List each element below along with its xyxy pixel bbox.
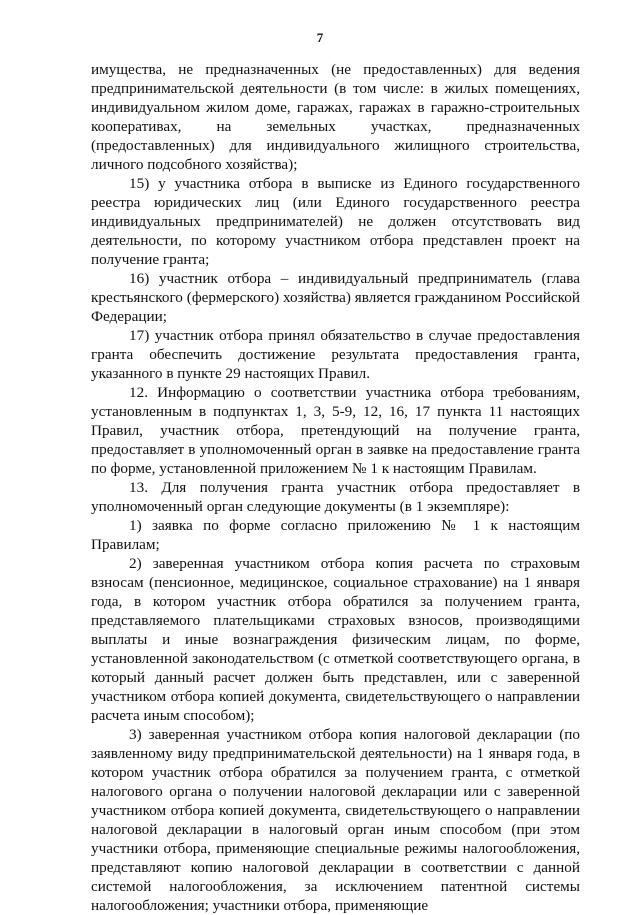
- paragraph-item-15: 15) у участника отбора в выписке из Единого государственного реестра юридических лиц (или Единого государственного реестра индивидуальных предпринимателей) не должен отсутствовать вид деятельности, по которому участником отбора представлен проект на получение гранта;: [91, 175, 580, 268]
- paragraph-doc-3: 3) заверенная участником отбора копия налоговой декларации (по заявленному виду предпринимательской деятельности) на 1 января года, в котором участник отбора обратился за получением гранта, с отметкой налогового органа о получении налоговой декларации или с заверенной участником отбора копией документа, свидетельствующего о направлении налоговой декларации в налоговый орган иным способом (при этом участники отбора, применяющие специальные режимы налогообложения, представляют копию налоговой декларации в соответствии с данной системой налогообложения, за исключением патентной системы налогообложения; участники отбора, применяющие: [91, 726, 580, 914]
- paragraph-item-17: 17) участник отбора принял обязательство в случае предоставления гранта обеспечить достижение результата предоставления гранта, указанного в пункте 29 настоящих Правил.: [91, 327, 580, 382]
- paragraph-section-12: 12. Информацию о соответствии участника отбора требованиям, установленным в подпунктах 1, 3, 5-9, 12, 16, 17 пункта 11 настоящих Правил, участник отбора, претендующий на получение гранта, предоставляет в уполномоченный орган в заявке на предоставление гранта по форме, установленной приложением № 1 к настоящим Правилам.: [91, 384, 580, 477]
- paragraph-doc-2: 2) заверенная участником отбора копия расчета по страховым взносам (пенсионное, медицинское, социальное страхование) на 1 января года, в котором участник отбора обратился за получением гранта, представляемого плательщиками страховых взносов, производящими выплаты и иные вознаграждения физическим лицам, по форме, установленной законодательством (с отметкой соответствующего органа, в который данный расчет должен быть представлен, или с заверенной участником отбора копией документа, свидетельствующего о направлении расчета иным способом);: [91, 555, 580, 724]
- paragraph-item-16: 16) участник отбора – индивидуальный предприниматель (глава крестьянского (фермерского) хозяйства) является гражданином Российской Федерации;: [91, 270, 580, 325]
- paragraph-section-13: 13. Для получения гранта участник отбора предоставляет в уполномоченный орган следующие документы (в 1 экземпляре):: [91, 479, 580, 515]
- document-body: [91, 60, 580, 915]
- page-number: 7: [316, 30, 324, 45]
- paragraph-doc-1: 1) заявка по форме согласно приложению № 1 к настоящим Правилам;: [91, 517, 580, 553]
- paragraph-continuation: имущества, не предназначенных (не предоставленных) для ведения предпринимательской деятельности (в том числе: в жилых помещениях, индивидуальном жилом доме, гаражах, гаражах в гаражно-строительных кооперативах, на земельных участках, предназначенных (предоставленных) для индивидуального жилищного строительства, личного подсобного хозяйства);: [91, 61, 580, 173]
